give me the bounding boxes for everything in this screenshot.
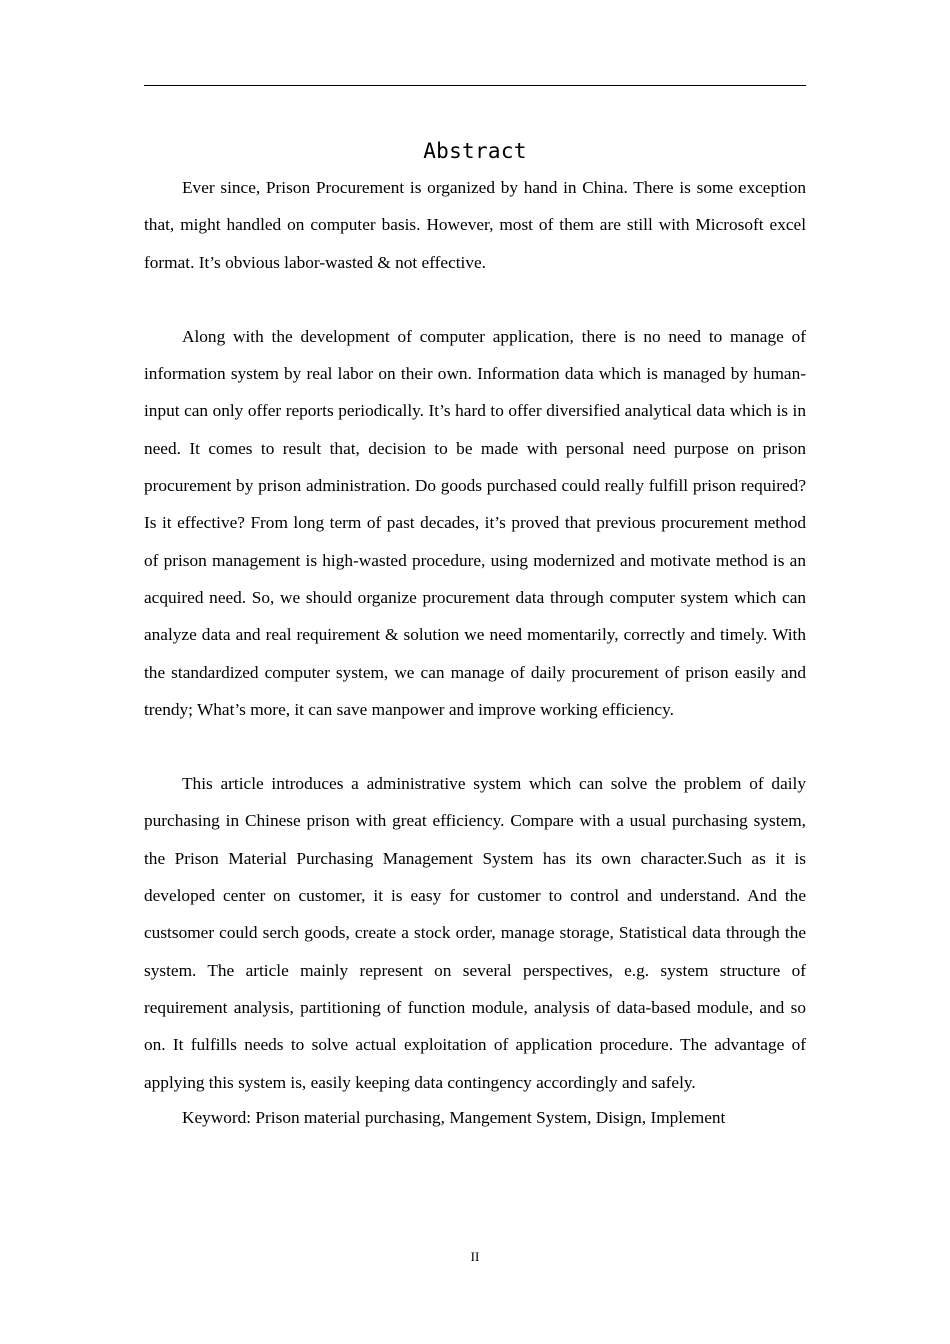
paragraph-2: Along with the development of computer application, there is no need to manage of information system by real labor on their own. Information data which is managed by human-input can only offer reports periodically. It’s hard to offer diversified analytical data which is in need. It comes to result that, decision to be made with personal need purpose on prison procurement by prison administration. Do goods purchased could really fulfill prison required? Is it effective? From long term of past decades, it’s proved that previous procurement method of prison management is high-wasted procedure, using modernized and motivate method is an acquired need. So, we should organize procurement data through computer system which can analyze data and real requirement & solution we need momentarily, correctly and timely. With the standardized computer system, we can manage of daily procurement of prison easily and trendy; What’s more, it can save manpower and improve working efficiency. <box>144 326 806 719</box>
paragraph-3: This article introduces a administrative system which can solve the problem of daily purchasing in Chinese prison with great efficiency. Compare with a usual purchasing system, the Prison Material Purchasing Management System has its own character.Such as it is developed center on customer, it is easy for customer to control and understand. And the custsomer could serch goods, create a stock order, manage storage, Statistical data through the system. The article mainly represent on several perspectives, e.g. system structure of requirement analysis, partitioning of function module, analysis of data-based module, and so on. It fulfills needs to solve actual exploitation of application procedure. The advantage of applying this system is, easily keeping data contingency accordingly and safely. <box>144 773 806 1092</box>
paragraph-gap <box>144 728 806 765</box>
keywords-line: Keyword: Prison material purchasing, Mangement System, Disign, Implement <box>182 1107 726 1127</box>
page-number: II <box>470 1249 480 1264</box>
abstract-body <box>144 169 806 1135</box>
page-title: Abstract <box>423 139 527 163</box>
header-rule <box>144 85 806 86</box>
paragraph-1: Ever since, Prison Procurement is organized by hand in China. There is some exception that, might handled on computer basis. However, most of them are still with Microsoft excel format. It’s obvious labor-wasted & not effective. <box>144 178 806 272</box>
paragraph-gap <box>144 281 806 318</box>
